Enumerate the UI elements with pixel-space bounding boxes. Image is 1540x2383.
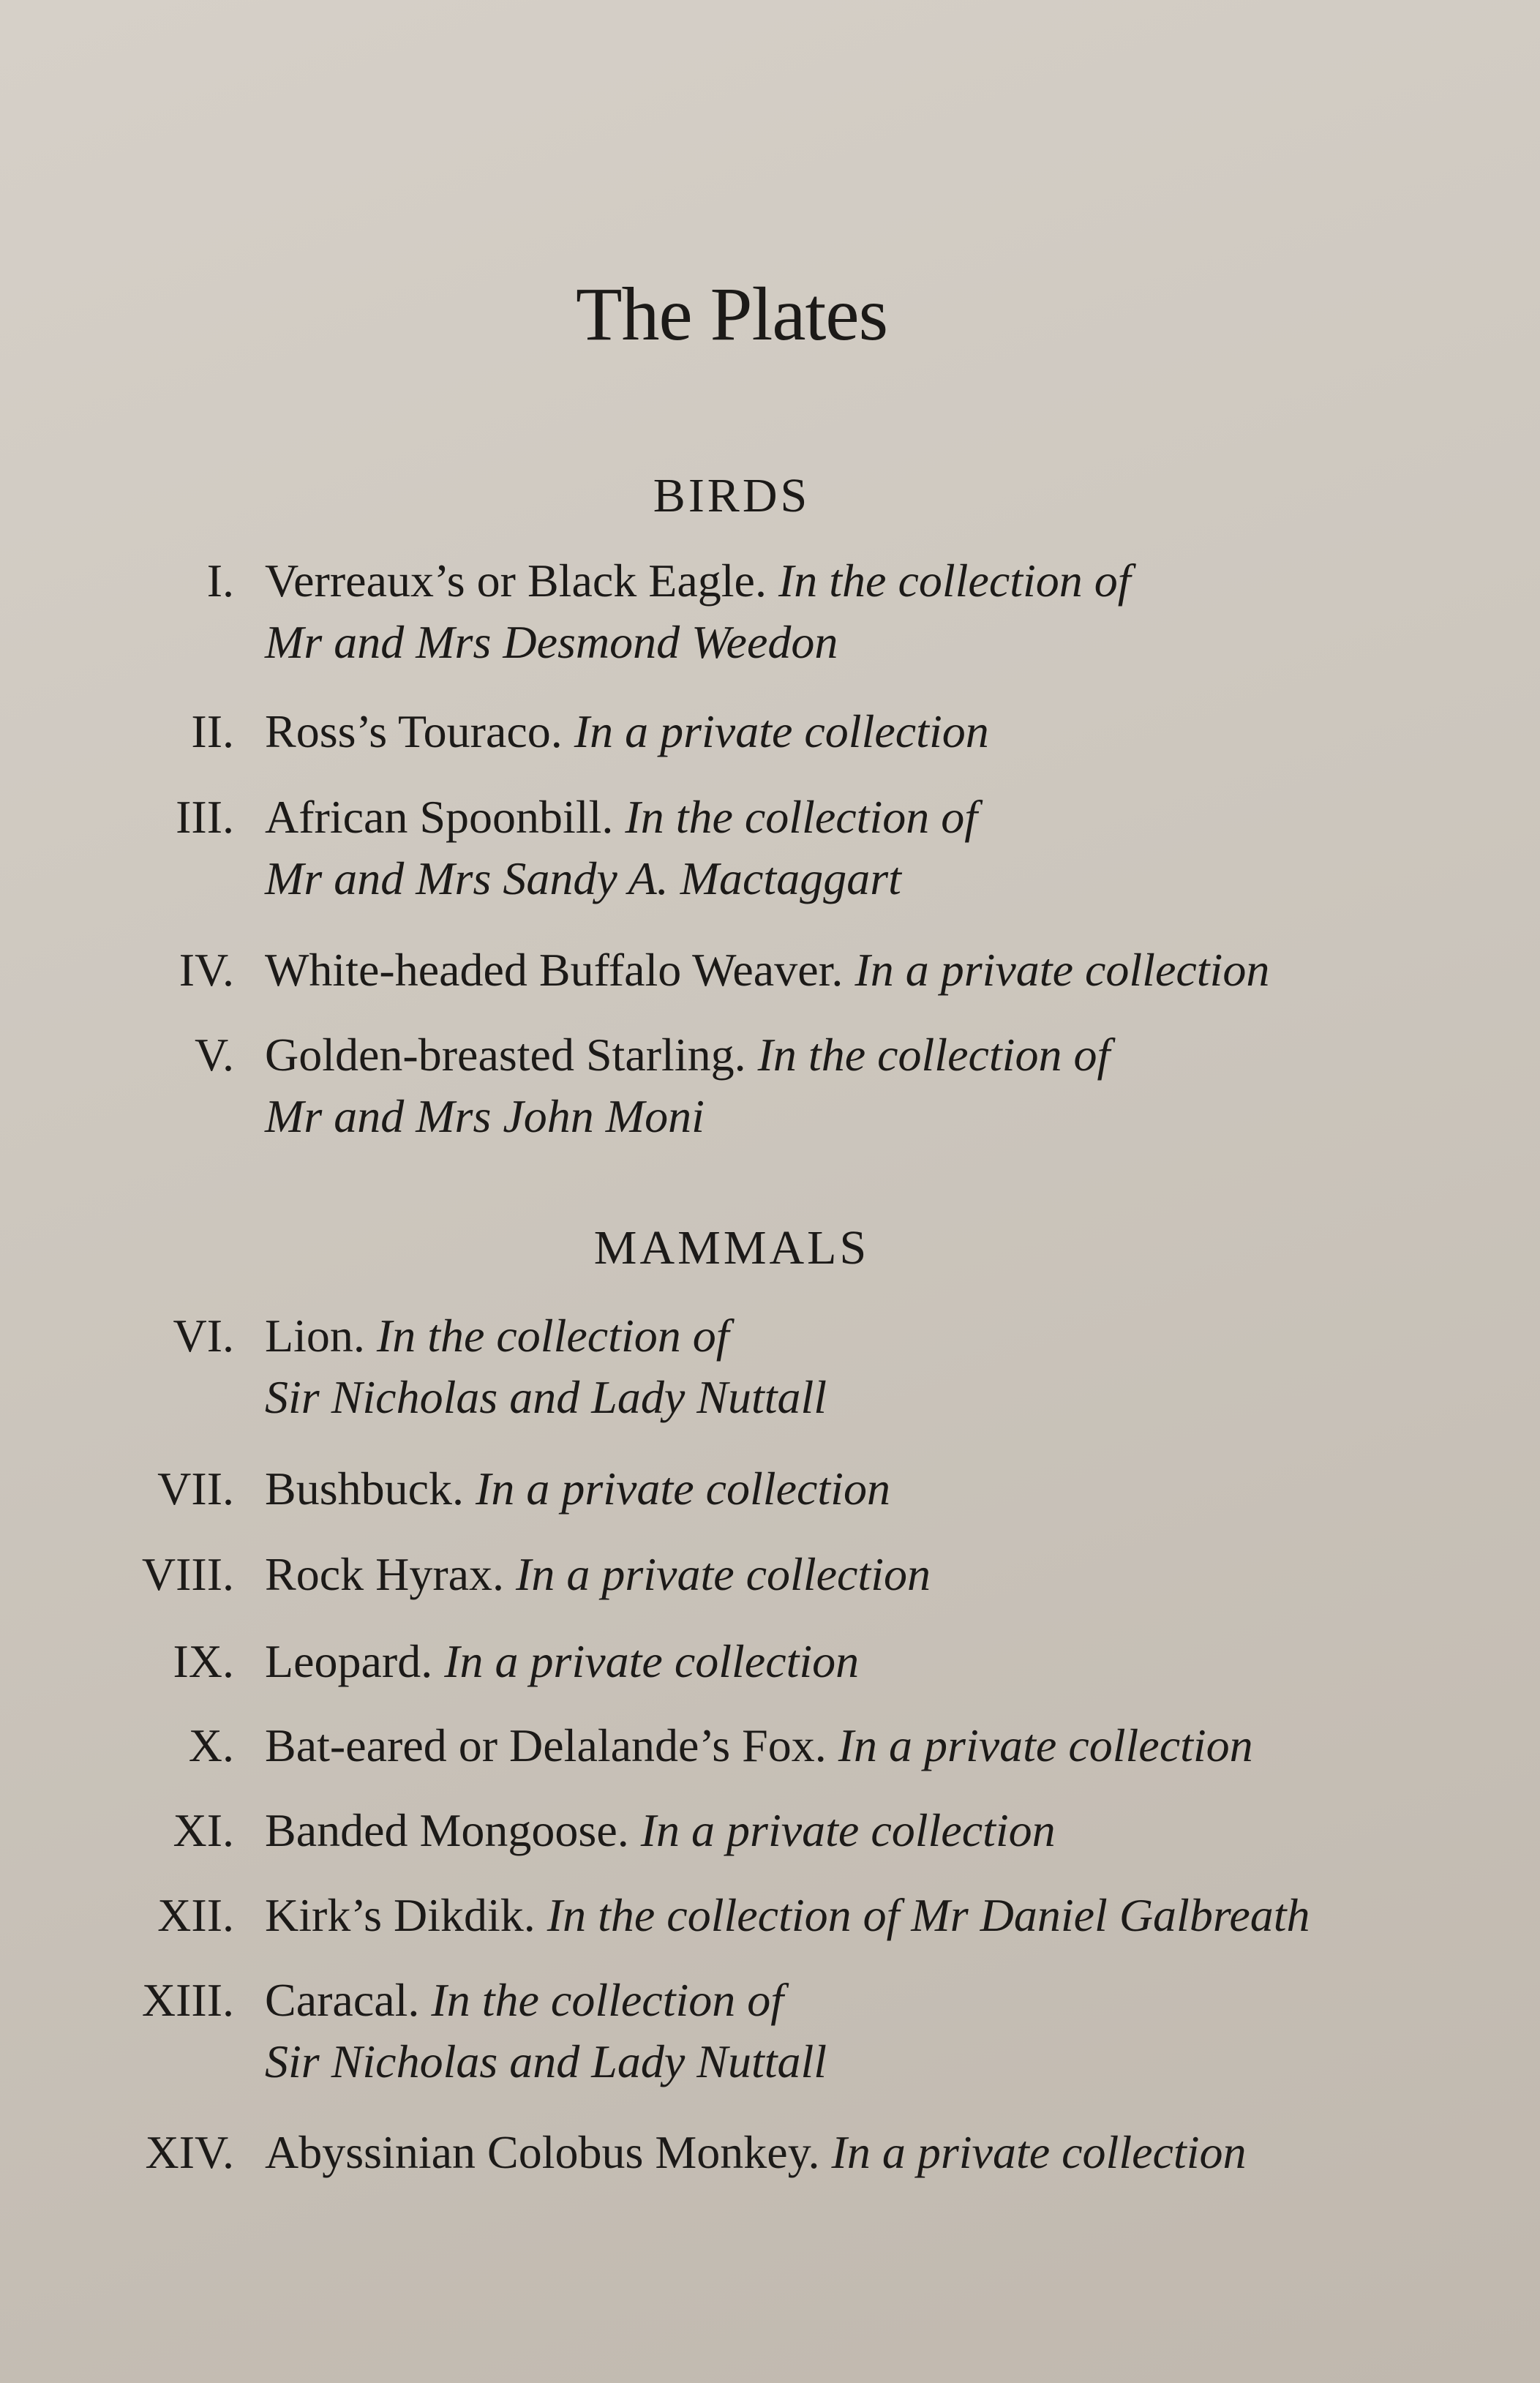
plate-name: Golden-breasted Starling.	[265, 1029, 746, 1081]
plate-text	[265, 1305, 1435, 1428]
plate-collection: In the collection of Mr Daniel Galbreath	[546, 1889, 1310, 1941]
plate-collection-continued: Mr and Mrs Desmond Weedon	[265, 616, 838, 668]
plate-name: White-headed Buffalo Weaver.	[265, 944, 844, 996]
section-heading-mammals: MAMMALS	[593, 1221, 870, 1275]
plate-collection: In a private collection	[516, 1548, 931, 1600]
plate-name: Banded Mongoose.	[265, 1804, 629, 1856]
plate-name: Bushbuck.	[265, 1463, 464, 1515]
plate-name: Ross’s Touraco.	[265, 705, 563, 757]
page-title: The Plates	[575, 272, 888, 356]
plate-collection: In the collection of	[778, 555, 1131, 607]
plate-numeral: II.	[191, 705, 234, 757]
plate-name: Caracal.	[265, 1974, 420, 2026]
plate-numeral: XI.	[173, 1804, 234, 1856]
plate-numeral: XIV.	[145, 2126, 234, 2178]
plate-text	[265, 1715, 1435, 1776]
plate-text	[265, 1024, 1435, 1147]
plate-collection: In the collection of	[431, 1974, 784, 2026]
plate-name: Kirk’s Dikdik.	[265, 1889, 536, 1941]
plate-collection-continued: Mr and Mrs Sandy A. Mactaggart	[265, 852, 901, 904]
plate-name: African Spoonbill.	[265, 791, 614, 843]
plate-name: Bat-eared or Delalande’s Fox.	[265, 1719, 827, 1771]
plate-text	[265, 1458, 1435, 1520]
plate-text	[265, 1885, 1435, 1946]
plate-collection: In the collection of	[625, 791, 977, 843]
plate-collection: In a private collection	[838, 1719, 1253, 1771]
plate-text	[265, 787, 1435, 909]
plate-name: Leopard.	[265, 1635, 433, 1687]
plate-name: Rock Hyrax.	[265, 1548, 505, 1600]
plate-numeral: IX.	[173, 1635, 234, 1687]
plate-numeral: III.	[176, 791, 234, 843]
plate-collection: In a private collection	[574, 705, 989, 757]
plate-collection-continued: Sir Nicholas and Lady Nuttall	[265, 2035, 827, 2087]
section-heading-birds: BIRDS	[653, 469, 811, 522]
plate-text	[265, 1544, 1435, 1605]
plate-collection: In a private collection	[476, 1463, 890, 1515]
plate-collection: In a private collection	[640, 1804, 1056, 1856]
plate-text	[265, 1800, 1435, 1861]
plate-text	[265, 1631, 1435, 1692]
plate-numeral: XII.	[157, 1889, 234, 1941]
plate-collection: In a private collection	[831, 2126, 1247, 2178]
plate-collection: In the collection of	[757, 1029, 1111, 1081]
plate-numeral: XIII.	[141, 1974, 234, 2026]
plate-numeral: VI.	[173, 1310, 234, 1362]
plate-text	[265, 939, 1435, 1001]
plate-numeral: IV.	[179, 944, 234, 996]
plate-text	[265, 2122, 1435, 2183]
plate-numeral: I.	[206, 555, 234, 607]
plate-collection: In the collection of	[376, 1310, 729, 1362]
plate-text	[265, 550, 1435, 673]
plate-name: Verreaux’s or Black Eagle.	[265, 555, 767, 607]
plate-numeral: X.	[188, 1719, 234, 1771]
plate-numeral: V.	[195, 1029, 234, 1081]
plate-name: Abyssinian Colobus Monkey.	[265, 2126, 820, 2178]
plate-collection: In a private collection	[444, 1635, 860, 1687]
plate-name: Lion.	[265, 1310, 365, 1362]
plate-numeral: VIII.	[141, 1548, 234, 1600]
plate-numeral: VII.	[157, 1463, 234, 1515]
plate-collection: In a private collection	[854, 944, 1270, 996]
plate-text	[265, 1970, 1435, 2093]
plate-collection-continued: Sir Nicholas and Lady Nuttall	[265, 1371, 827, 1423]
plate-collection-continued: Mr and Mrs John Moni	[265, 1090, 705, 1142]
plate-text	[265, 701, 1435, 762]
